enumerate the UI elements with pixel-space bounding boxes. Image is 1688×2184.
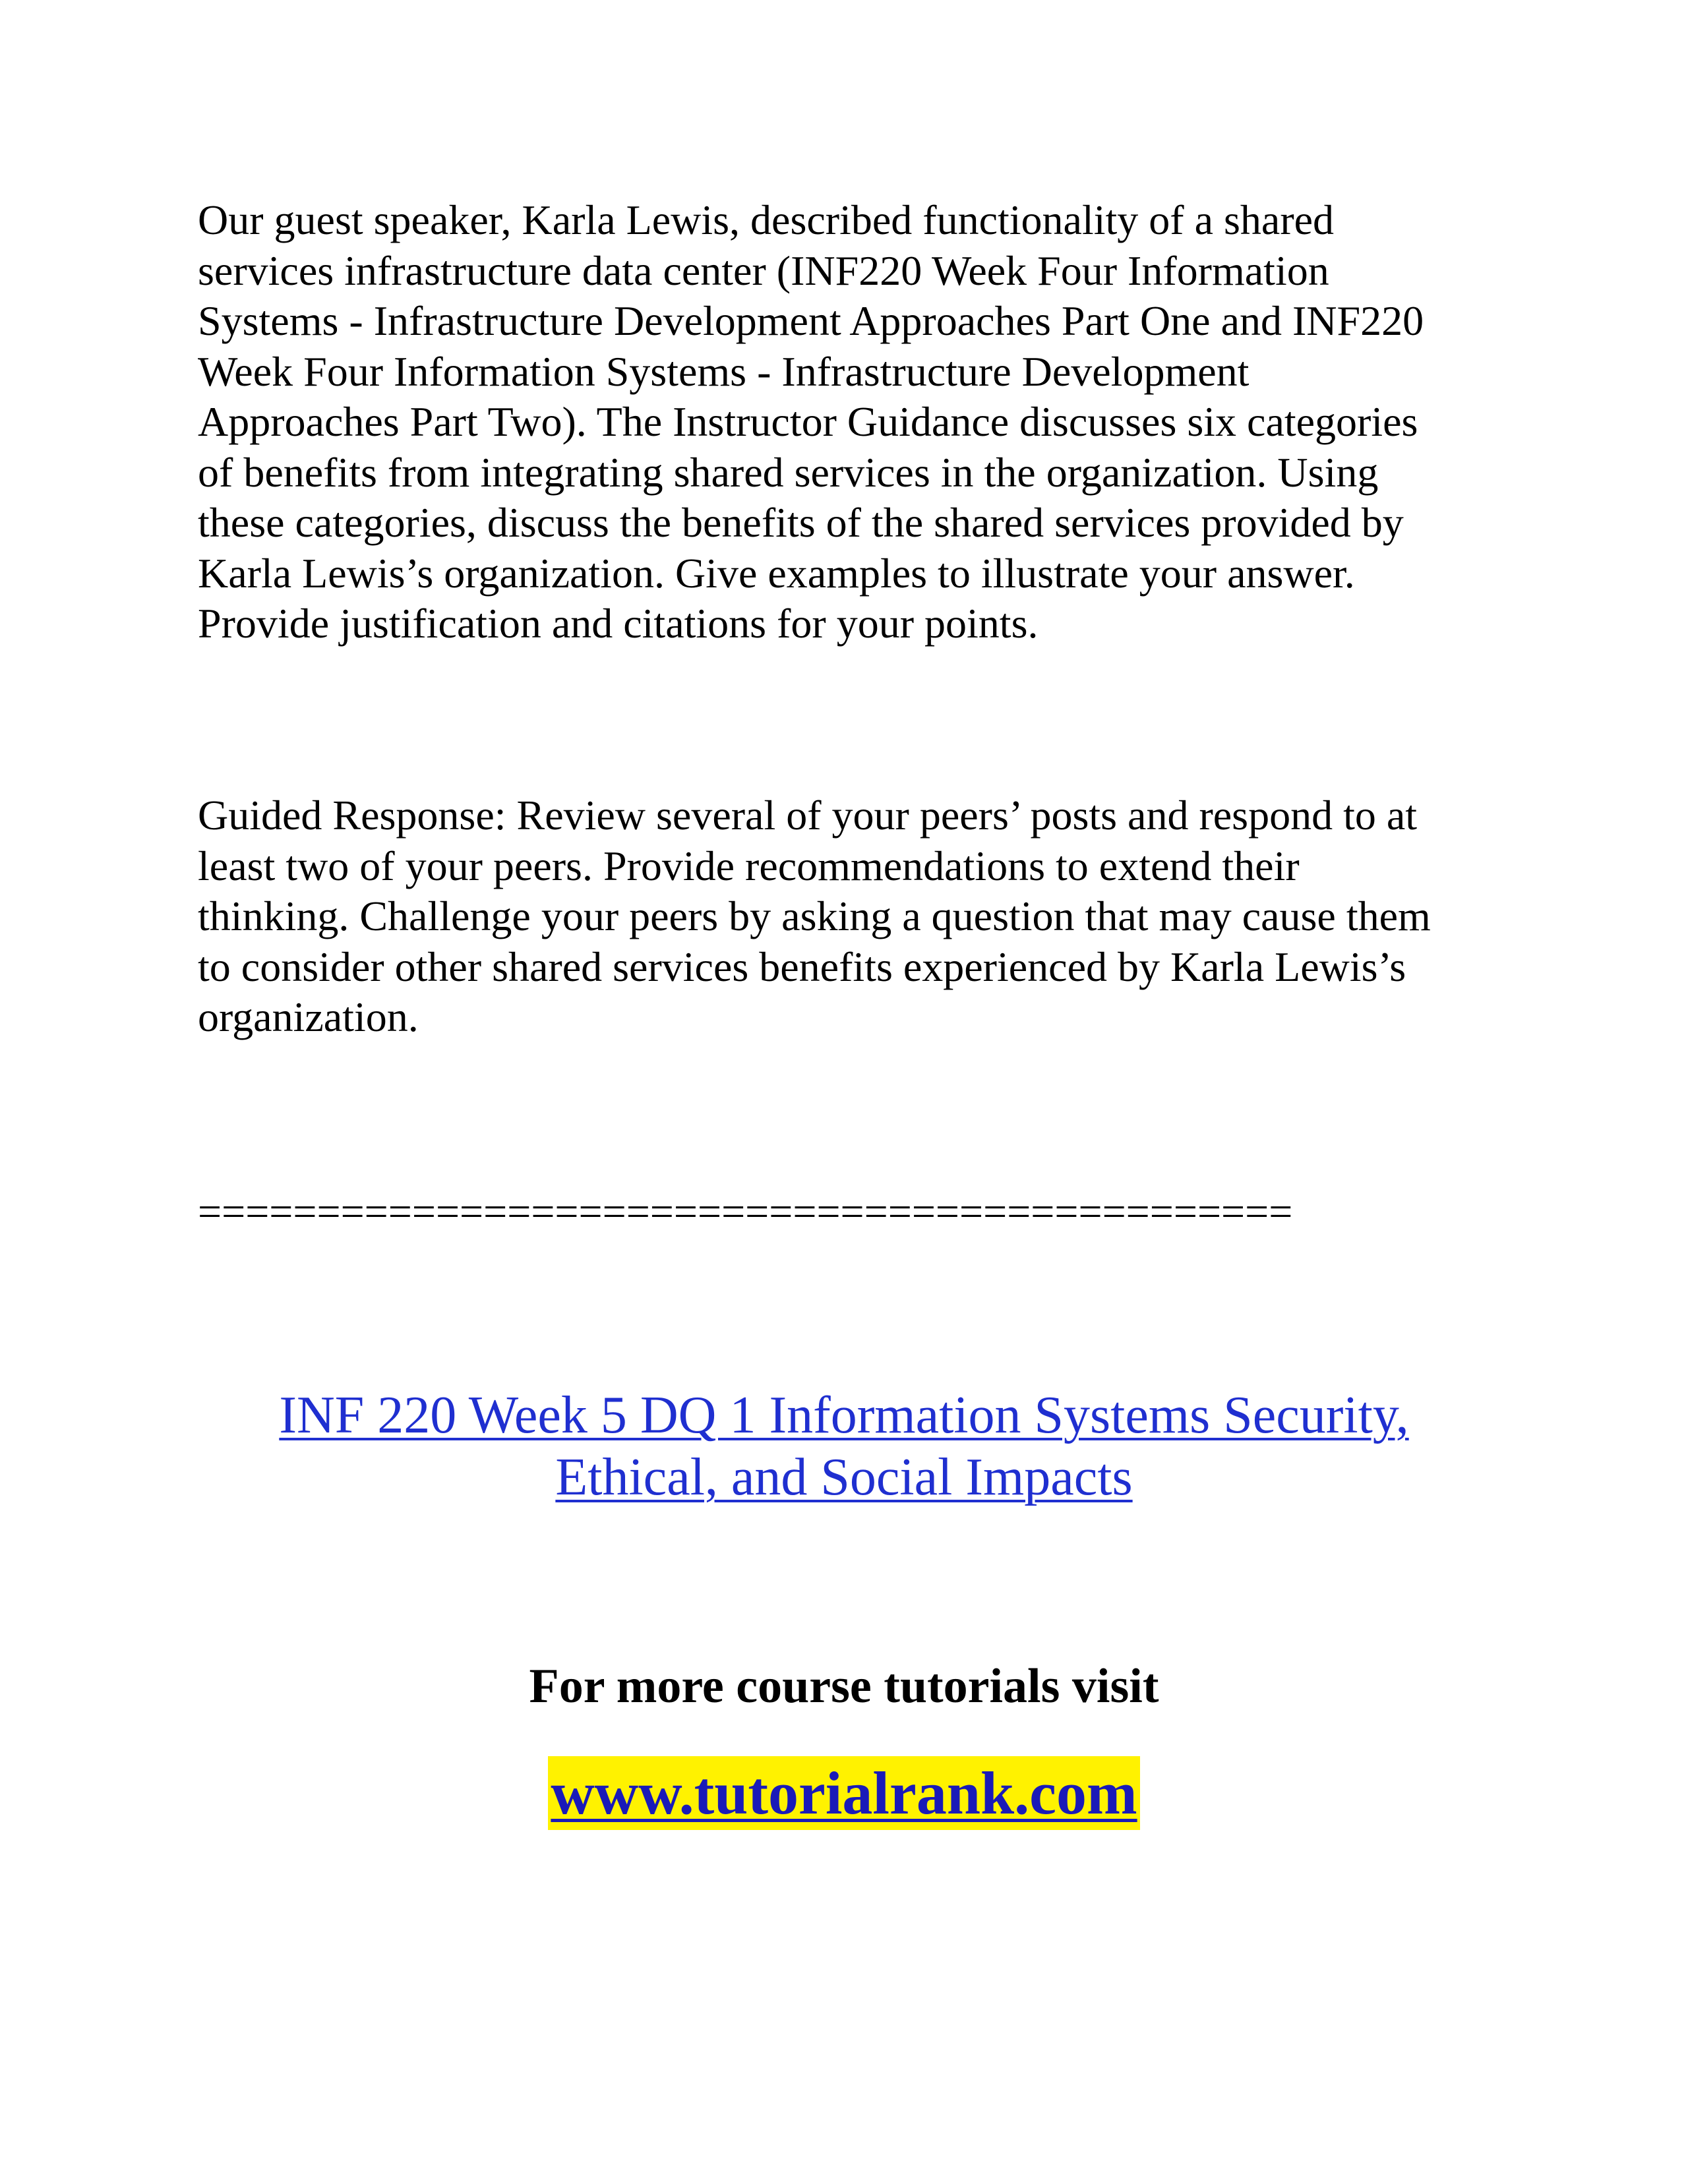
paragraph-line: Systems - Infrastructure Development Approaches Part One and INF220 <box>198 297 1424 344</box>
separator-line: ============================================== <box>198 1188 1293 1235</box>
course-title-link[interactable] <box>0 1384 1688 1508</box>
paragraph-line: to consider other shared services benefits experienced by Karla Lewis’s <box>198 943 1406 990</box>
assignment-prompt-paragraph <box>198 195 1503 649</box>
website-link[interactable]: www.tutorialrank.com <box>548 1756 1139 1830</box>
paragraph-line: Approaches Part Two). The Instructor Guidance discusses six categories <box>198 398 1418 445</box>
course-link-line[interactable]: Ethical, and Social Impacts <box>555 1448 1133 1506</box>
site-link-container <box>0 1756 1688 1830</box>
paragraph-line: Guided Response: Review several of your peers’ posts and respond to at <box>198 792 1418 839</box>
paragraph-line: Our guest speaker, Karla Lewis, described functionality of a shared <box>198 196 1335 243</box>
paragraph-line: services infrastructure data center (INF220 Week Four Information <box>198 247 1329 294</box>
paragraph-line: of benefits from integrating shared services in the organization. Using <box>198 448 1379 496</box>
guided-response-paragraph <box>198 790 1503 1043</box>
course-link-line[interactable]: INF 220 Week 5 DQ 1 Information Systems Security, <box>279 1386 1409 1444</box>
paragraph-line: these categories, discuss the benefits of the shared services provided by <box>198 499 1404 546</box>
visit-prompt: For more course tutorials visit <box>529 1659 1159 1713</box>
paragraph-line: Karla Lewis’s organization. Give examples to illustrate your answer. <box>198 549 1355 597</box>
paragraph-line: Provide justification and citations for your points. <box>198 600 1039 647</box>
paragraph-line: organization. <box>198 993 419 1040</box>
paragraph-line: least two of your peers. Provide recommendations to extend their <box>198 842 1300 889</box>
paragraph-line: Week Four Information Systems - Infrastructure Development <box>198 347 1250 395</box>
paragraph-line: thinking. Challenge your peers by asking a question that may cause them <box>198 893 1431 939</box>
